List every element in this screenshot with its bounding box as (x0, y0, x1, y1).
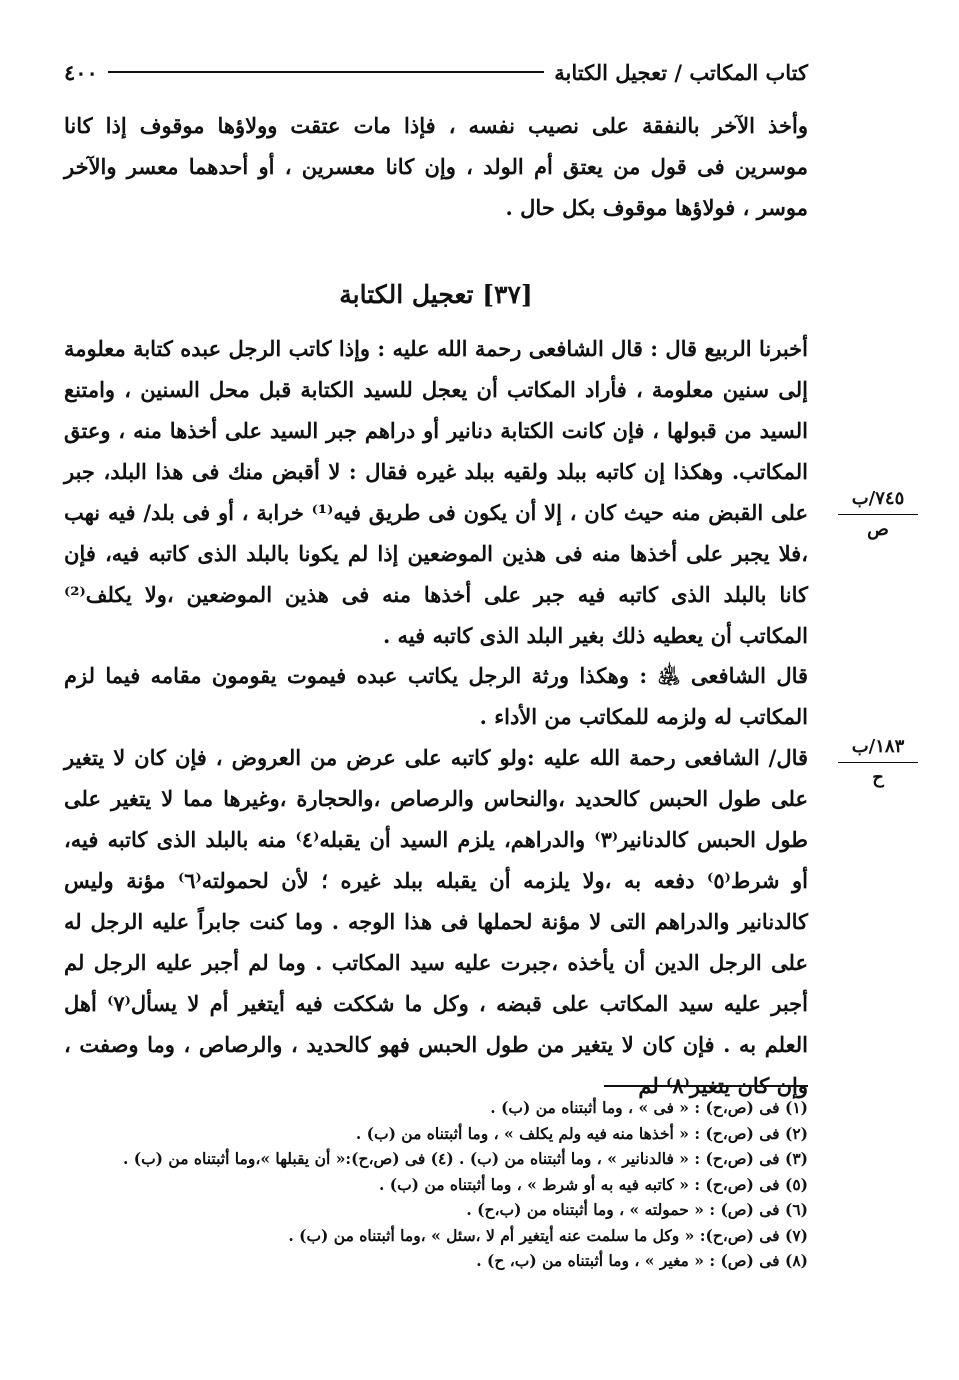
paragraph-goods (64, 737, 808, 1106)
paragraph-text: رحمة الله عليه :ولو كاتبه على عرض من العروض ، فإن كان لا يتغير على طول الحبس كالحديد ،والنحاس والرصاص ،والحجارة ،وغيرها مما لا يتغير على طول الحبس كالدنانير⁽٣⁾ والدراهم، يلزم السيد أن يقبله⁽٤⁾ منه بالبلد الذى كاتبه فيه، أو شرط⁽٥⁾ دفعه به ،ولا يلزمه أن يقبله ببلد غيره ؛ لأن لحمولته⁽٦⁾ مؤنة وليس كالدنانير والدراهم التى لا مؤنة لحملها فى هذا الوجه . وما كنت جابراً عليه الرجل له على الرجل الدين أن يأخذه ،جبرت عليه سيد المكاتب . وما لم أجبر عليه الرجل لم أجبر عليه سيد المكاتب على قبضه ، وكل ما شككت فيه أيتغير أم لا يسأل⁽٧⁾ أهل العلم به . فإن كان لا يتغير من طول الحبس فهو كالحديد ، والرصاص ، وما وصفت ، وإن كان يتغير⁽٨⁾ لم (64, 745, 808, 1098)
footnote: (٥) فى (ص،ح) : « كاتبه فيه به أو شرط » ، وما أثبتناه من (ب) . (378, 1174, 808, 1194)
margin-note-siglum: ح (872, 767, 884, 788)
speaker-label: قال/ الشافعى (684, 745, 809, 770)
footnote: (٨) فى (ص) : « مغير » ، وما أثبتناه من (ب، ح) . (476, 1251, 808, 1270)
margin-note-folio: ١٨٣/ب (838, 736, 918, 763)
footnote: (١) فى (ص،ح) : « فى » ، وما أثبتناه من (ب) . (490, 1098, 808, 1117)
margin-note-manuscript-b745 (838, 488, 918, 541)
footnote: (٢) فى (ص،ح) : « أخذها منه فيه ولم يكلف » ، وما أثبتناه من (ب) . (355, 1123, 808, 1143)
footnote: (٧) فى (ص،ح): « وكل ما سلمت عنه أيتغير أم لا ،سئل » ،وما أثبتناه من (ب) . (288, 1225, 808, 1245)
footnote-separator (604, 1085, 808, 1087)
header-rule (108, 71, 544, 73)
footnote: (٣) فى (ص،ح) : « فالدنانير » ، وما أثبتناه من (ب) . (٤) فى (ص،ح):« أن يقبلها »،وما أثبتناه من (ب) . (122, 1149, 808, 1168)
footnotes (64, 1095, 808, 1274)
running-title: كتاب المكاتب / تعجيل الكتابة (554, 59, 808, 85)
section-title: [٣٧] تعجيل الكتابة (339, 280, 533, 309)
page-number: ٤٠٠ (64, 59, 98, 85)
speaker-label: قال الشافعى ﵁ (657, 663, 809, 688)
page-header (64, 55, 808, 89)
paragraph-text: : وهكذا ورثة الرجل يكاتب عبده فيموت يقومون مقامه فيما لزم المكاتب له ولزمه للمكاتب من الأداء . (64, 663, 808, 729)
paragraph-continuation: وأخذ الآخر بالنفقة على نصيب نفسه ، فإذا مات عتقت وولاؤها موقوف إذا كانا موسرين فى قول من يعتق أم الولد ، وإن كانا معسرين ، أو أحدهما معسر والآخر موسر ، فولاؤها موقوف بكل حال . (64, 113, 808, 220)
paragraph-rabi-report: أخبرنا الربيع قال : قال الشافعى رحمة الله عليه : وإذا كاتب الرجل عبده كتابة معلومة إلى سنين معلومة ، فأراد المكاتب أن يعجل للسيد الكتابة قبل محل السنين ، وامتنع السيد من قبولها ، فإن كانت الكتابة دنانير أو دراهم جبر السيد على أخذها منه ، وعتق المكاتب. وهكذا إن كاتبه ببلد ولقيه ببلد غيره فقال : لا أقبض منك فى هذا البلد، جبر على القبض منه حيث كان ، إلا أن يكون فى طريق فيه⁽¹⁾ خرابة ، أو فى بلد/ فيه نهب ،فلا يجبر على أخذها منه فى هذين الموضعين إذا لم يكونا بالبلد الذى كاتبه فيه، فإن كانا بالبلد الذى كاتبه فيه جبر على أخذها منه فى هذين الموضعين ،ولا يكلف⁽²⁾ المكاتب أن يعطيه ذلك بغير البلد الذى كاتبه فيه . (64, 336, 808, 648)
paragraph-heirs (64, 655, 808, 737)
margin-note-folio: ٧٤٥/ب (838, 488, 918, 515)
footnote: (٦) فى (ص) : « حمولته » ، وما أثبتناه من (ب،ح) . (466, 1200, 808, 1219)
margin-note-manuscript-b183 (838, 736, 918, 789)
margin-note-siglum: ص (867, 519, 889, 540)
